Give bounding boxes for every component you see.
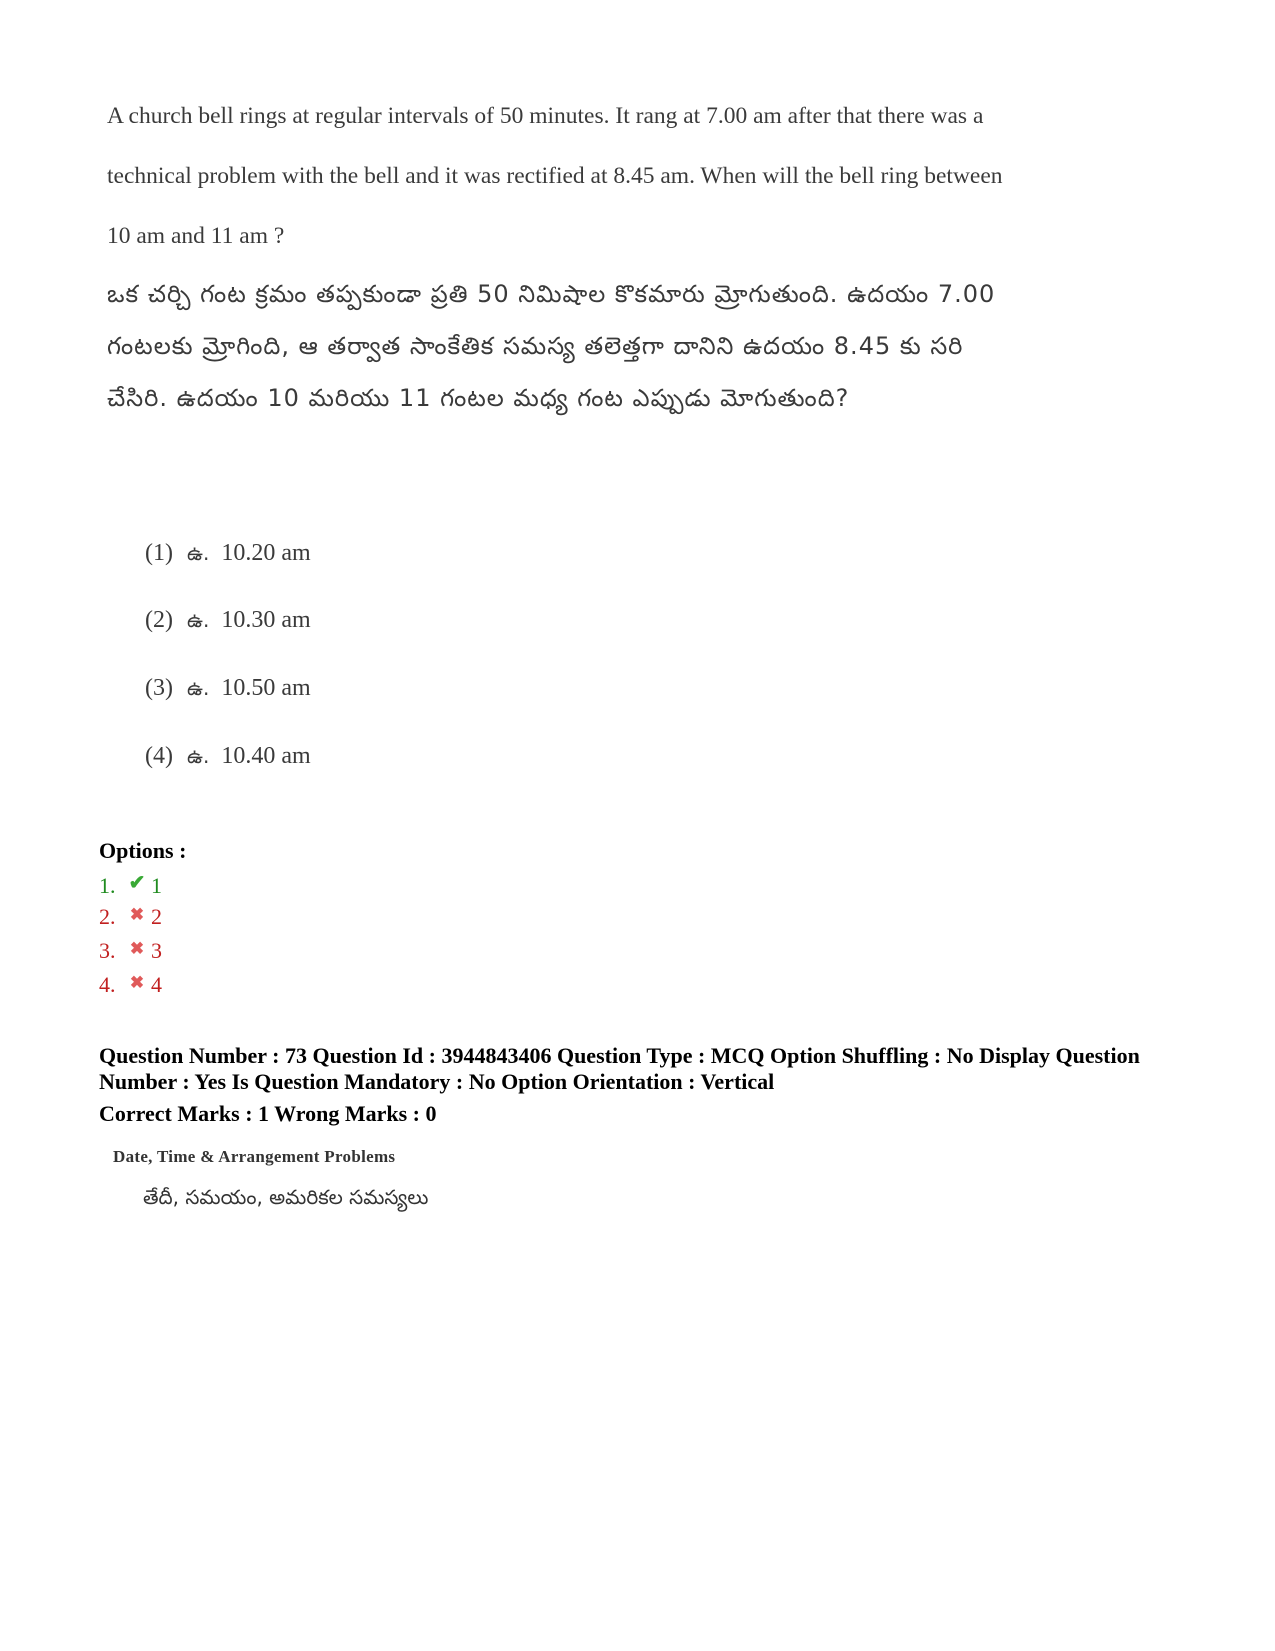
checkmark-icon: ✔ bbox=[128, 872, 146, 894]
choice-number: (1) bbox=[145, 540, 173, 566]
option-index: 1. bbox=[99, 873, 116, 898]
marks-info: Correct Marks : 1 Wrong Marks : 0 bbox=[99, 1101, 437, 1126]
choice-prefix: ఉ. bbox=[187, 608, 210, 632]
option-value: 4 bbox=[151, 972, 162, 997]
option-4 bbox=[99, 972, 162, 1002]
category-telugu: తేదీ, సమయం, అమరికల సమస్యలు bbox=[143, 1185, 429, 1209]
question-text-telugu: ఒక చర్చి గంట క్రమం తప్పకుండా ప్రతి 50 నిమిషాల కొకమారు మ్రోగుతుంది. ఉదయం 7.00 గంటలకు మ్రోగింది, ఆ తర్వాత సాంకేతిక సమస్య తలెత్తగా దానిని ఉదయం 8.45 కు సరి చేసిరి. ఉదయం 10 మరియు 11 గంటల మధ్య గంట ఎప్పుడు మోగుతుంది? bbox=[107, 280, 996, 412]
choice-number: (4) bbox=[145, 743, 173, 769]
choice-number: (3) bbox=[145, 675, 173, 701]
option-value: 1 bbox=[151, 873, 162, 898]
choice-number: (2) bbox=[145, 607, 173, 633]
cross-icon: ✖ bbox=[129, 905, 145, 924]
choice-value: 10.40 am bbox=[221, 743, 311, 769]
choice-prefix: ఉ. bbox=[187, 744, 210, 768]
choice-prefix: ఉ. bbox=[187, 676, 210, 700]
choice-value: 10.30 am bbox=[221, 607, 311, 633]
option-index: 3. bbox=[99, 938, 116, 963]
option-index: 4. bbox=[99, 972, 116, 997]
choice-3 bbox=[145, 675, 445, 711]
option-2 bbox=[99, 904, 162, 934]
option-value: 3 bbox=[151, 938, 162, 963]
choice-value: 10.50 am bbox=[221, 675, 311, 701]
cross-icon: ✖ bbox=[129, 939, 145, 958]
choice-1 bbox=[145, 540, 445, 576]
choice-2 bbox=[145, 607, 445, 643]
category-english: Date, Time & Arrangement Problems bbox=[113, 1147, 396, 1166]
option-3 bbox=[99, 938, 162, 968]
cross-icon: ✖ bbox=[129, 973, 145, 992]
options-heading: Options : bbox=[99, 838, 187, 863]
choice-4 bbox=[145, 743, 445, 779]
choice-prefix: ఉ. bbox=[187, 541, 210, 565]
option-index: 2. bbox=[99, 904, 116, 929]
choice-value: 10.20 am bbox=[221, 540, 311, 566]
question-metadata: Question Number : 73 Question Id : 3944843406 Question Type : MCQ Option Shuffling : No Display Question Number : Yes Is Question Mandatory : No Option Orientation : Vertical bbox=[99, 1043, 1140, 1094]
option-value: 2 bbox=[151, 904, 162, 929]
option-1 bbox=[99, 870, 162, 900]
question-text-english: A church bell rings at regular intervals of 50 minutes. It rang at 7.00 am after that there was a technical problem with the bell and it was rectified at 8.45 am. When will the bell ring between 10 am and 11 am ? bbox=[107, 103, 1003, 249]
